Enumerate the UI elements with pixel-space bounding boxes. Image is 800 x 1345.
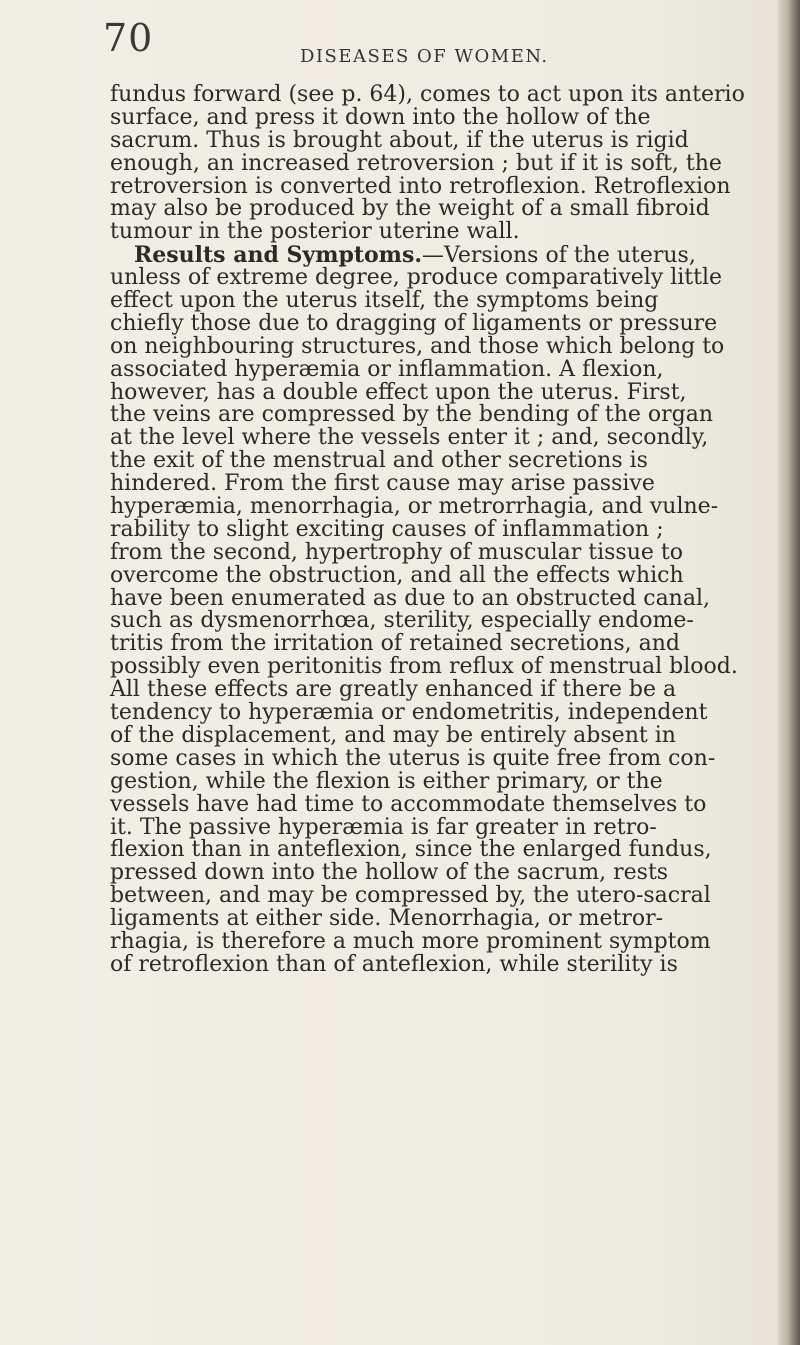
text-line: pressed down into the hollow of the sacrum, rests (110, 860, 669, 886)
running-title: DISEASES OF WOMEN. (300, 46, 549, 67)
text-line: the exit of the menstrual and other secretions is (110, 448, 648, 474)
section-first-line-text: —Versions of the uterus, (422, 243, 696, 269)
text-line: from the second, hypertrophy of muscular tissue to (110, 539, 683, 565)
section-first-line (110, 244, 798, 267)
text-line: tumour in the posterior uterine wall. (110, 219, 520, 245)
text-line: it. The passive hyperæmia is far greater in retro- (110, 814, 657, 840)
text-line: hindered. From the first cause may arise passive (110, 471, 655, 497)
text-line: associated hyperæmia or inflammation. A flexion, (110, 356, 664, 382)
text-line: gestion, while the flexion is either primary, or the (110, 768, 663, 794)
text-line: unless of extreme degree, produce comparatively little (110, 265, 723, 291)
text-line: enough, an increased retroversion ; but if it is soft, the (110, 150, 722, 176)
text-line: may also be produced by the weight of a small fibroid (110, 196, 710, 222)
text-line: effect upon the uterus itself, the symptoms being (110, 288, 659, 314)
section-heading: Results and Symptoms. (134, 242, 423, 269)
text-line: overcome the obstruction, and all the effects which (110, 562, 684, 588)
text-line: fundus forward (see p. 64), comes to act upon its anterio (110, 82, 745, 107)
text-line: of retroflexion than of anteflexion, while sterility is (110, 951, 678, 977)
text-line: rhagia, is therefore a much more prominent symptom (110, 928, 711, 954)
text-line: rability to slight exciting causes of inflammation ; (110, 516, 664, 542)
text-line: tendency to hyperæmia or endometritis, independent (110, 700, 708, 726)
text-line: ligaments at either side. Menorrhagia, or metror- (110, 906, 664, 932)
text-line: between, and may be compressed by, the utero-sacral (110, 883, 711, 909)
text-line: the veins are compressed by the bending of the organ (110, 402, 714, 428)
text-line: tritis from the irritation of retained secretions, and (110, 631, 680, 657)
text-line: flexion than in anteflexion, since the enlarged fundus, (110, 837, 712, 863)
text-line: vessels have had time to accommodate themselves to (110, 791, 707, 817)
text-line: have been enumerated as due to an obstructed canal, (110, 585, 710, 611)
text-line: such as dysmenorrhœa, sterility, especially endome- (110, 608, 694, 634)
page-number: 70 (103, 16, 154, 60)
text-line: hyperæmia, menorrhagia, or metrorrhagia, and vulne- (110, 494, 719, 520)
text-line: sacrum. Thus is brought about, if the uterus is rigid (110, 127, 689, 153)
text-line: on neighbouring structures, and those which belong to (110, 333, 725, 359)
text-line: surface, and press it down into the hollow of the (110, 104, 651, 130)
text-line: of the displacement, and may be entirely absent in (110, 722, 676, 748)
text-line: All these effects are greatly enhanced if there be a (110, 677, 677, 703)
text-line: possibly even peritonitis from reflux of menstrual blood. (110, 654, 738, 680)
text-line: some cases in which the uterus is quite free from con- (110, 745, 716, 771)
text-line: retroversion is converted into retroflexion. Retroflexion (110, 173, 731, 199)
text-line: however, has a double effect upon the uterus. First, (110, 379, 687, 405)
book-spine-shadow (778, 0, 800, 1345)
body-text (110, 84, 798, 977)
text-line: chiefly those due to dragging of ligaments or pressure (110, 310, 718, 336)
text-line: at the level where the vessels enter it ; and, secondly, (110, 425, 709, 451)
